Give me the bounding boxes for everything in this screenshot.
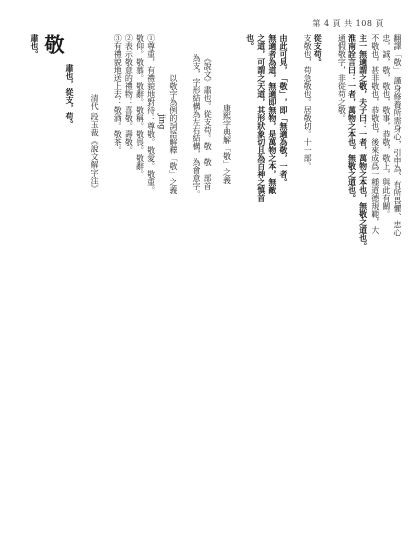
text-column: 之道，可謂之天道，其形狀象切且為百神之慎首 [256,34,267,202]
text-column: 翻譯「敬」 謹身修養所需身心，引申為、有所畏懼、忠心 [393,34,402,237]
document-body [30,34,402,534]
definition-item: ②表示敬意的禮物：喜敬。壽敬。 [124,34,134,154]
head-character: 敬 [40,34,65,54]
explanation-title: 以敬字為例的詞語解釋「敬」之義 [168,74,178,194]
text-column: 忠，誠，敬，敬也，敬事，恭敬，敬上，與此有關。 [381,34,391,218]
definition-item: ①尊重，有禮貌地對待：尊敬。敬愛。敬重。 [146,34,156,194]
page-header: 第 4 頁 共 108 頁 [312,19,384,28]
text-column: 不敬也，甚非敬也，恭敬也，後來成爲一種道德規範，大 [370,34,380,234]
text-column: 從支苟。 [313,34,324,66]
head-gloss-short: 肅也。 [30,34,40,58]
pinyin: jing [157,114,167,130]
text-column: 通假敬字，非從苟之敬。 [337,34,347,122]
kangxi-title: 康熙字典解「敬」之義 [222,104,232,184]
definition-item: 敬仰。敬慕。敬辭。敬稱。敬畏。敬辭。 [135,34,145,178]
text-column: 無適者為道，無適即無物，是萬物之本，無敵 [267,34,278,194]
head-gloss: 肅也，從支，苟。 [64,64,75,128]
text-column: 支敬也，苟急敬也。居敬切。十一部。 [303,34,313,170]
definition-item: ③有禮貌地送上去：敬酒。敬茶。 [113,34,123,154]
text-column: 也。 [245,34,256,50]
text-column: 淮南詮言曰：一者，萬物之本也。無敬之道也。 [347,34,358,202]
kangxi-line: 《說文》肅也。從支苟。敬 敬 部首 [203,54,213,190]
source-label: 清代 段玉裁《說文解字注》 [90,94,100,193]
text-column: 主一無適謂之敬，夫子曰：一者，萬物之本也，無敬之道也。 [358,34,369,250]
text-column: 由此可見，「敬」，即「無適為敬，一者。 [279,34,289,186]
kangxi-block [212,34,232,534]
kangxi-line: 為支，字形結構為左右結構，為會意字。 [191,54,201,198]
